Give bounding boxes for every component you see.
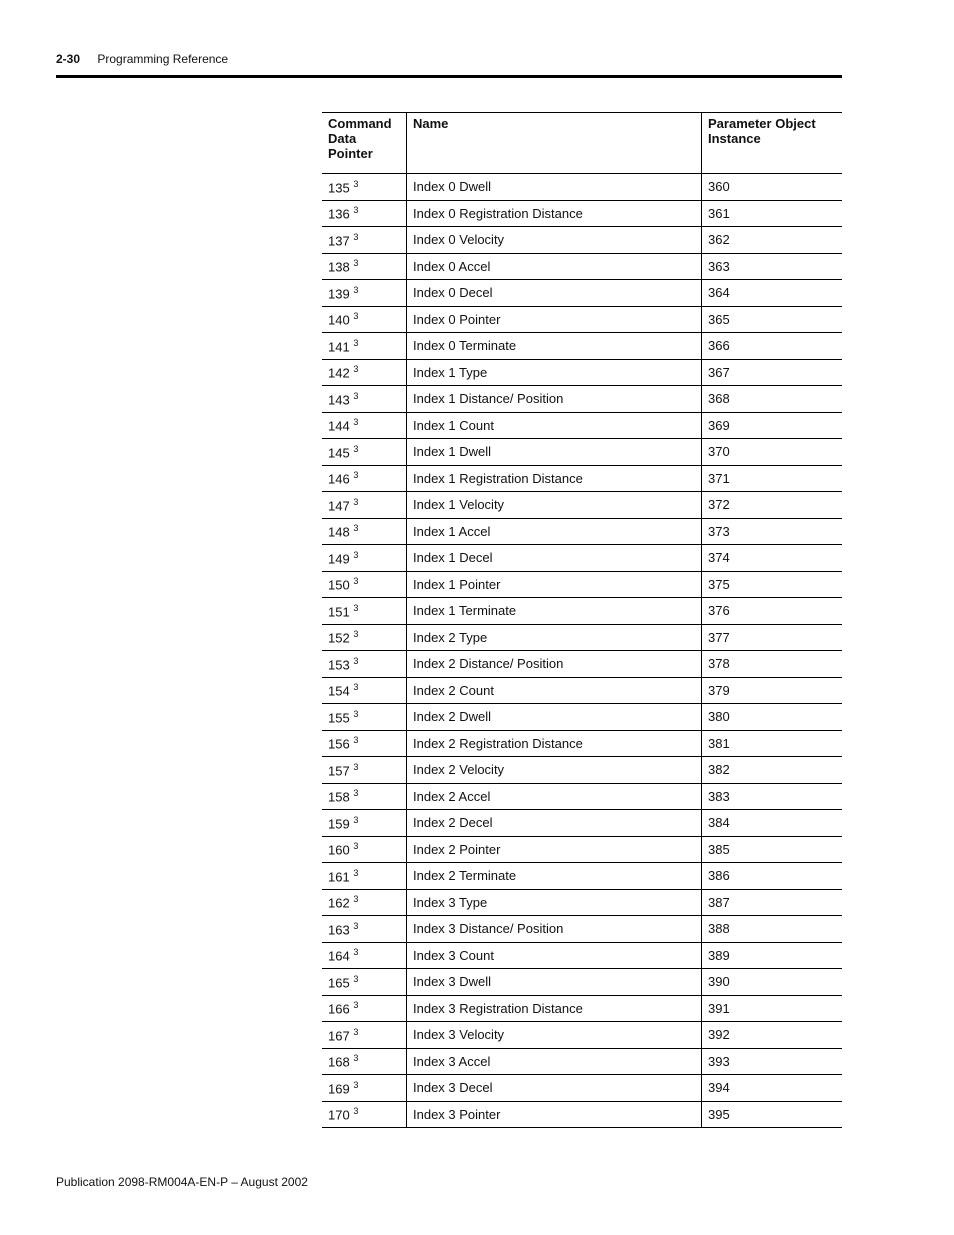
name-cell: Index 2 Distance/ Position <box>407 651 702 678</box>
footnote-marker: 3 <box>353 788 359 799</box>
pointer-cell <box>322 995 407 1022</box>
name-cell: Index 3 Count <box>407 942 702 969</box>
name-cell: Index 2 Pointer <box>407 836 702 863</box>
pointer-value: 157 <box>328 762 350 778</box>
pointer-value: 158 <box>328 789 350 805</box>
pointer-value: 136 <box>328 206 350 222</box>
pointer-value: 162 <box>328 895 350 911</box>
pointer-value: 155 <box>328 709 350 725</box>
table-row <box>322 174 842 201</box>
pointer-value: 146 <box>328 471 350 487</box>
instance-cell: 360 <box>702 174 843 201</box>
name-cell: Index 3 Decel <box>407 1075 702 1102</box>
name-cell: Index 1 Dwell <box>407 439 702 466</box>
instance-cell: 365 <box>702 306 843 333</box>
footnote-marker: 3 <box>353 1053 359 1064</box>
pointer-cell <box>322 333 407 360</box>
pointer-value: 154 <box>328 683 350 699</box>
footnote-marker: 3 <box>353 364 359 375</box>
table-body <box>322 174 842 1128</box>
footnote-marker: 3 <box>353 443 359 454</box>
pointer-cell <box>322 651 407 678</box>
footnote-marker: 3 <box>353 231 359 242</box>
name-cell: Index 1 Terminate <box>407 598 702 625</box>
pointer-value: 145 <box>328 444 350 460</box>
instance-cell: 368 <box>702 386 843 413</box>
instance-cell: 393 <box>702 1048 843 1075</box>
pointer-value: 143 <box>328 391 350 407</box>
footnote-marker: 3 <box>353 894 359 905</box>
pointer-cell <box>322 836 407 863</box>
table-row <box>322 465 842 492</box>
instance-cell: 367 <box>702 359 843 386</box>
footnote-marker: 3 <box>353 867 359 878</box>
table-row <box>322 439 842 466</box>
instance-cell: 385 <box>702 836 843 863</box>
footnote-marker: 3 <box>353 841 359 852</box>
table-row <box>322 942 842 969</box>
instance-cell: 380 <box>702 704 843 731</box>
pointer-value: 138 <box>328 259 350 275</box>
table-row <box>322 757 842 784</box>
pointer-cell <box>322 571 407 598</box>
footnote-marker: 3 <box>353 549 359 560</box>
footnote-marker: 3 <box>353 814 359 825</box>
instance-cell: 388 <box>702 916 843 943</box>
footnote-marker: 3 <box>353 761 359 772</box>
name-cell: Index 2 Registration Distance <box>407 730 702 757</box>
instance-cell: 366 <box>702 333 843 360</box>
pointer-cell <box>322 439 407 466</box>
pointer-value: 137 <box>328 232 350 248</box>
pointer-value: 135 <box>328 179 350 195</box>
table-row <box>322 969 842 996</box>
column-header-instance: Parameter Object Instance <box>702 113 843 174</box>
footnote-marker: 3 <box>353 920 359 931</box>
footnote-marker: 3 <box>353 178 359 189</box>
pointer-value: 169 <box>328 1080 350 1096</box>
name-cell: Index 1 Accel <box>407 518 702 545</box>
name-cell: Index 0 Dwell <box>407 174 702 201</box>
pointer-cell <box>322 730 407 757</box>
pointer-cell <box>322 386 407 413</box>
pointer-cell <box>322 704 407 731</box>
footnote-marker: 3 <box>353 1079 359 1090</box>
footnote-marker: 3 <box>353 311 359 322</box>
publication-footer: Publication 2098-RM004A-EN-P – August 2002 <box>56 1175 308 1189</box>
instance-cell: 372 <box>702 492 843 519</box>
instance-cell: 371 <box>702 465 843 492</box>
table-row <box>322 598 842 625</box>
footnote-marker: 3 <box>353 284 359 295</box>
pointer-value: 140 <box>328 312 350 328</box>
instance-cell: 379 <box>702 677 843 704</box>
table-row <box>322 1075 842 1102</box>
column-header-pointer: Command Data Pointer <box>322 113 407 174</box>
pointer-cell <box>322 518 407 545</box>
pointer-cell <box>322 598 407 625</box>
pointer-cell <box>322 1075 407 1102</box>
name-cell: Index 2 Type <box>407 624 702 651</box>
name-cell: Index 1 Registration Distance <box>407 465 702 492</box>
name-cell: Index 0 Velocity <box>407 227 702 254</box>
pointer-value: 161 <box>328 868 350 884</box>
instance-cell: 386 <box>702 863 843 890</box>
name-cell: Index 2 Dwell <box>407 704 702 731</box>
name-cell: Index 3 Dwell <box>407 969 702 996</box>
pointer-cell <box>322 253 407 280</box>
name-cell: Index 0 Terminate <box>407 333 702 360</box>
name-cell: Index 3 Registration Distance <box>407 995 702 1022</box>
instance-cell: 377 <box>702 624 843 651</box>
pointer-value: 144 <box>328 418 350 434</box>
header-rule <box>56 75 842 78</box>
table-row <box>322 386 842 413</box>
footnote-marker: 3 <box>353 1106 359 1117</box>
instance-cell: 383 <box>702 783 843 810</box>
instance-cell: 370 <box>702 439 843 466</box>
pointer-value: 163 <box>328 921 350 937</box>
pointer-cell <box>322 863 407 890</box>
name-cell: Index 2 Velocity <box>407 757 702 784</box>
footnote-marker: 3 <box>353 205 359 216</box>
instance-cell: 384 <box>702 810 843 837</box>
pointer-cell <box>322 359 407 386</box>
pointer-cell <box>322 677 407 704</box>
instance-cell: 363 <box>702 253 843 280</box>
pointer-cell <box>322 174 407 201</box>
pointer-cell <box>322 916 407 943</box>
footnote-marker: 3 <box>353 682 359 693</box>
pointer-cell <box>322 757 407 784</box>
footnote-marker: 3 <box>353 602 359 613</box>
pointer-value: 151 <box>328 603 350 619</box>
pointer-cell <box>322 783 407 810</box>
instance-cell: 381 <box>702 730 843 757</box>
name-cell: Index 1 Pointer <box>407 571 702 598</box>
table-header-row <box>322 113 842 174</box>
table-row <box>322 518 842 545</box>
instance-cell: 394 <box>702 1075 843 1102</box>
pointer-value: 156 <box>328 736 350 752</box>
pointer-value: 166 <box>328 1001 350 1017</box>
section-title: Programming Reference <box>97 52 229 66</box>
pointer-value: 153 <box>328 656 350 672</box>
instance-cell: 378 <box>702 651 843 678</box>
name-cell: Index 0 Pointer <box>407 306 702 333</box>
table-row <box>322 704 842 731</box>
table-row <box>322 730 842 757</box>
pointer-value: 147 <box>328 497 350 513</box>
name-cell: Index 3 Distance/ Position <box>407 916 702 943</box>
pointer-value: 150 <box>328 577 350 593</box>
name-cell: Index 0 Decel <box>407 280 702 307</box>
page-header <box>56 52 228 66</box>
parameter-table <box>322 112 842 1128</box>
pointer-cell <box>322 492 407 519</box>
name-cell: Index 0 Registration Distance <box>407 200 702 227</box>
footnote-marker: 3 <box>353 417 359 428</box>
instance-cell: 376 <box>702 598 843 625</box>
instance-cell: 391 <box>702 995 843 1022</box>
pointer-cell <box>322 942 407 969</box>
page-number: 2-30 <box>56 52 81 66</box>
name-cell: Index 1 Type <box>407 359 702 386</box>
pointer-value: 168 <box>328 1054 350 1070</box>
table-row <box>322 916 842 943</box>
pointer-cell <box>322 1022 407 1049</box>
name-cell: Index 3 Accel <box>407 1048 702 1075</box>
table-row <box>322 306 842 333</box>
pointer-value: 164 <box>328 948 350 964</box>
footnote-marker: 3 <box>353 470 359 481</box>
pointer-cell <box>322 280 407 307</box>
instance-cell: 361 <box>702 200 843 227</box>
table-row <box>322 359 842 386</box>
table-row <box>322 412 842 439</box>
pointer-value: 152 <box>328 630 350 646</box>
instance-cell: 395 <box>702 1101 843 1128</box>
name-cell: Index 1 Distance/ Position <box>407 386 702 413</box>
instance-cell: 375 <box>702 571 843 598</box>
pointer-cell <box>322 465 407 492</box>
table-row <box>322 1048 842 1075</box>
pointer-cell <box>322 969 407 996</box>
footnote-marker: 3 <box>353 390 359 401</box>
instance-cell: 390 <box>702 969 843 996</box>
instance-cell: 369 <box>702 412 843 439</box>
table-row <box>322 783 842 810</box>
pointer-value: 159 <box>328 815 350 831</box>
table-row <box>322 200 842 227</box>
pointer-cell <box>322 200 407 227</box>
pointer-value: 167 <box>328 1027 350 1043</box>
instance-cell: 364 <box>702 280 843 307</box>
name-cell: Index 1 Velocity <box>407 492 702 519</box>
pointer-value: 141 <box>328 338 350 354</box>
table-row <box>322 889 842 916</box>
pointer-cell <box>322 889 407 916</box>
table-row <box>322 836 842 863</box>
table-row <box>322 253 842 280</box>
footnote-marker: 3 <box>353 496 359 507</box>
instance-cell: 387 <box>702 889 843 916</box>
pointer-value: 142 <box>328 365 350 381</box>
name-cell: Index 3 Pointer <box>407 1101 702 1128</box>
instance-cell: 392 <box>702 1022 843 1049</box>
table-row <box>322 810 842 837</box>
pointer-cell <box>322 306 407 333</box>
pointer-cell <box>322 412 407 439</box>
table-row <box>322 1101 842 1128</box>
footnote-marker: 3 <box>353 337 359 348</box>
pointer-value: 170 <box>328 1107 350 1123</box>
name-cell: Index 2 Terminate <box>407 863 702 890</box>
pointer-value: 139 <box>328 285 350 301</box>
table-row <box>322 624 842 651</box>
pointer-cell <box>322 227 407 254</box>
pointer-cell <box>322 1101 407 1128</box>
footnote-marker: 3 <box>353 973 359 984</box>
footnote-marker: 3 <box>353 708 359 719</box>
instance-cell: 362 <box>702 227 843 254</box>
table-row <box>322 492 842 519</box>
instance-cell: 373 <box>702 518 843 545</box>
name-cell: Index 3 Type <box>407 889 702 916</box>
pointer-cell <box>322 545 407 572</box>
pointer-cell <box>322 810 407 837</box>
footnote-marker: 3 <box>353 655 359 666</box>
footnote-marker: 3 <box>353 258 359 269</box>
footnote-marker: 3 <box>353 629 359 640</box>
table-row <box>322 227 842 254</box>
instance-cell: 389 <box>702 942 843 969</box>
footnote-marker: 3 <box>353 947 359 958</box>
instance-cell: 374 <box>702 545 843 572</box>
footnote-marker: 3 <box>353 1026 359 1037</box>
footnote-marker: 3 <box>353 735 359 746</box>
footnote-marker: 3 <box>353 576 359 587</box>
name-cell: Index 1 Count <box>407 412 702 439</box>
pointer-cell <box>322 1048 407 1075</box>
name-cell: Index 2 Accel <box>407 783 702 810</box>
pointer-value: 148 <box>328 524 350 540</box>
name-cell: Index 1 Decel <box>407 545 702 572</box>
table-row <box>322 995 842 1022</box>
table-row <box>322 677 842 704</box>
pointer-value: 149 <box>328 550 350 566</box>
table-row <box>322 545 842 572</box>
footnote-marker: 3 <box>353 523 359 534</box>
name-cell: Index 0 Accel <box>407 253 702 280</box>
pointer-value: 165 <box>328 974 350 990</box>
table-row <box>322 1022 842 1049</box>
name-cell: Index 2 Count <box>407 677 702 704</box>
table-row <box>322 651 842 678</box>
pointer-value: 160 <box>328 842 350 858</box>
footnote-marker: 3 <box>353 1000 359 1011</box>
pointer-cell <box>322 624 407 651</box>
table-row <box>322 863 842 890</box>
name-cell: Index 2 Decel <box>407 810 702 837</box>
table-row <box>322 280 842 307</box>
table-row <box>322 571 842 598</box>
name-cell: Index 3 Velocity <box>407 1022 702 1049</box>
table-row <box>322 333 842 360</box>
column-header-name: Name <box>407 113 702 174</box>
instance-cell: 382 <box>702 757 843 784</box>
